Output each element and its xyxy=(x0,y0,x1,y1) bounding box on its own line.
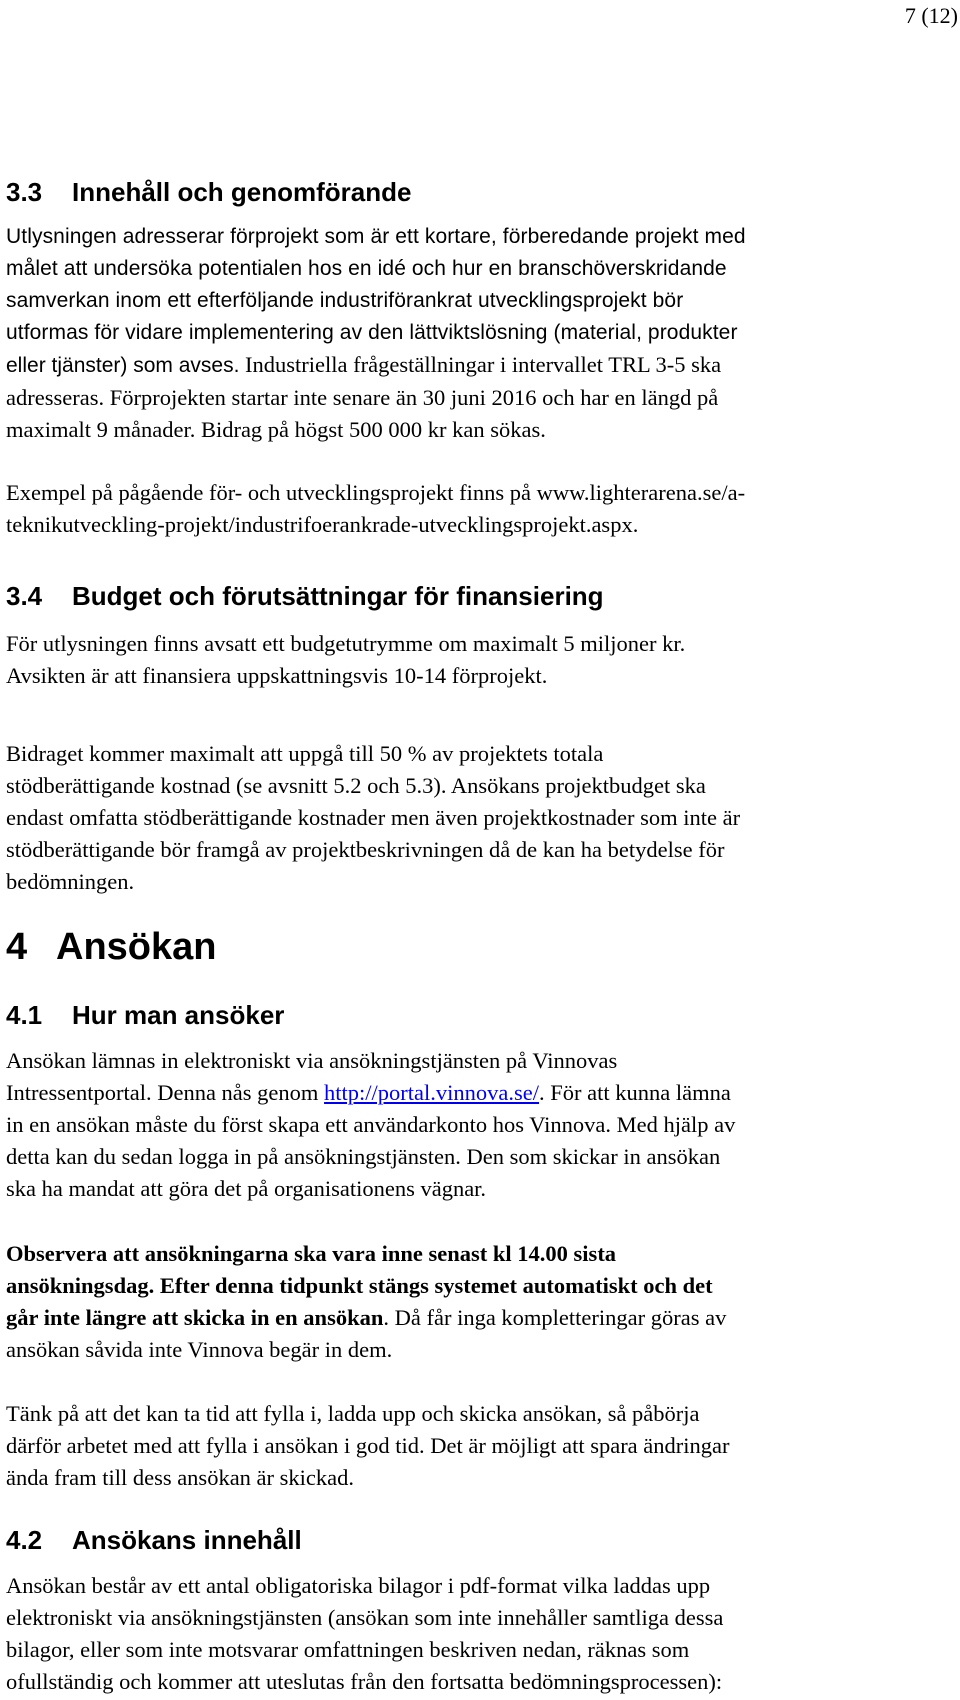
text-line: ända fram till dess ansökan är skickad. xyxy=(6,1465,355,1490)
paragraph-4-1-3 xyxy=(6,1398,926,1494)
page-number: 7 (12) xyxy=(904,3,958,28)
text-line: stödberättigande bör framgå av projektbeskrivningen då de kan ha betydelse för xyxy=(6,837,725,862)
heading-4 xyxy=(6,925,216,969)
paragraph-3-4-1 xyxy=(6,628,926,692)
text-fragment: . För att kunna lämna xyxy=(539,1080,731,1105)
heading-3-4 xyxy=(6,580,604,612)
text-fragment: Intressentportal. Denna nås genom xyxy=(6,1080,325,1105)
paragraph-4-1-2 xyxy=(6,1238,926,1366)
text-line: adresseras. Förprojekten startar inte senare än 30 juni 2016 och har en längd på xyxy=(6,385,719,410)
text-line: Avsikten är att finansiera uppskattningsvis 10-14 förprojekt. xyxy=(6,663,548,688)
heading-4-1 xyxy=(6,999,284,1031)
text-line: detta kan du sedan logga in på ansökningstjänsten. Den som skickar in ansökan xyxy=(6,1144,721,1169)
text-line: endast omfatta stödberättigande kostnader men även projektkostnader som inte är xyxy=(6,805,741,830)
heading-title: Budget och förutsättningar för finansiering xyxy=(72,581,604,611)
text-line: därför arbetet med att fylla i ansökan i god tid. Det är möjligt att spara ändringar xyxy=(6,1433,730,1458)
text-line: För utlysningen finns avsatt ett budgetutrymme om maximalt 5 miljoner kr. xyxy=(6,631,686,656)
text-line: Exempel på pågående för- och utvecklingsprojekt finns på www.lighterarena.se/a- xyxy=(6,480,746,505)
text-line: utformas för vidare implementering av den lättviktslösning (material, produkter xyxy=(6,321,738,344)
paragraph-3-3-2 xyxy=(6,477,926,541)
text-line: bedömningen. xyxy=(6,869,135,894)
bold-text: ansökningsdag. Efter denna tidpunkt stängs systemet automatiskt och det xyxy=(6,1273,713,1298)
paragraph-4-2-1 xyxy=(6,1570,926,1698)
heading-number: 4.2 xyxy=(6,1525,43,1555)
text-line: elektroniskt via ansökningstjänsten (ansökan som inte innehåller samtliga dessa xyxy=(6,1605,724,1630)
heading-number: 3.4 xyxy=(6,581,43,611)
paragraph-4-1-1 xyxy=(6,1045,926,1205)
heading-number: 4 xyxy=(6,926,28,968)
text-line: ska ha mandat att göra det på organisationens vägnar. xyxy=(6,1176,487,1201)
text-line: ofullständig och kommer att uteslutas från den fortsatta bedömningsprocessen): xyxy=(6,1669,723,1694)
heading-4-2 xyxy=(6,1524,302,1556)
heading-title: Ansökan xyxy=(56,926,217,968)
text-line: teknikutveckling-projekt/industrifoerankrade-utvecklingsprojekt.aspx. xyxy=(6,512,639,537)
bold-text: går inte längre att skicka in en ansökan xyxy=(6,1305,384,1330)
paragraph-3-3-1b xyxy=(6,349,926,446)
text-line: Ansökan består av ett antal obligatoriska bilagor i pdf-format vilka laddas upp xyxy=(6,1573,711,1598)
text-line: målet att undersöka potentialen hos en idé och hur en branschöverskridande xyxy=(6,257,727,280)
text-line: Bidraget kommer maximalt att uppgå till 50 % av projektets totala xyxy=(6,741,604,766)
text-line: Ansökan lämnas in elektroniskt via ansökningstjänsten på Vinnovas xyxy=(6,1048,618,1073)
heading-title: Innehåll och genomförande xyxy=(72,177,412,207)
paragraph-3-3-1a xyxy=(6,221,926,349)
heading-title: Hur man ansöker xyxy=(72,1000,285,1030)
text-line: samverkan inom ett efterföljande industriförankrat utvecklingsprojekt bör xyxy=(6,289,684,312)
heading-number: 3.3 xyxy=(6,177,43,207)
text-fragment: eller tjänster) som avses. xyxy=(6,354,240,377)
heading-number: 4.1 xyxy=(6,1000,43,1030)
text-line: Tänk på att det kan ta tid att fylla i, ladda upp och skicka ansökan, så påbörja xyxy=(6,1401,700,1426)
heading-3-3 xyxy=(6,176,411,208)
text-line xyxy=(6,1077,926,1109)
heading-title: Ansökans innehåll xyxy=(72,1525,302,1555)
text-line: Utlysningen adresserar förprojekt som är ett kortare, förberedande projekt med xyxy=(6,225,746,248)
text-fragment: Industriella frågeställningar i intervallet TRL 3-5 ska xyxy=(245,352,722,377)
text-line: in en ansökan måste du först skapa ett användarkonto hos Vinnova. Med hjälp av xyxy=(6,1112,736,1137)
text-line: stödberättigande kostnad (se avsnitt 5.2 och 5.3). Ansökans projektbudget ska xyxy=(6,773,706,798)
text-line: bilagor, eller som inte motsvarar omfattningen beskriven nedan, räknas som xyxy=(6,1637,690,1662)
text-line: ansökan såvida inte Vinnova begär in dem. xyxy=(6,1337,393,1362)
text-line: maximalt 9 månader. Bidrag på högst 500 000 kr kan sökas. xyxy=(6,417,546,442)
paragraph-3-4-2 xyxy=(6,738,926,898)
text-fragment: . Då får inga kompletteringar göras av xyxy=(383,1305,727,1330)
portal-link[interactable]: http://portal.vinnova.se/ xyxy=(324,1080,540,1105)
bold-text: Observera att ansökningarna ska vara inne senast kl 14.00 sista xyxy=(6,1241,617,1266)
